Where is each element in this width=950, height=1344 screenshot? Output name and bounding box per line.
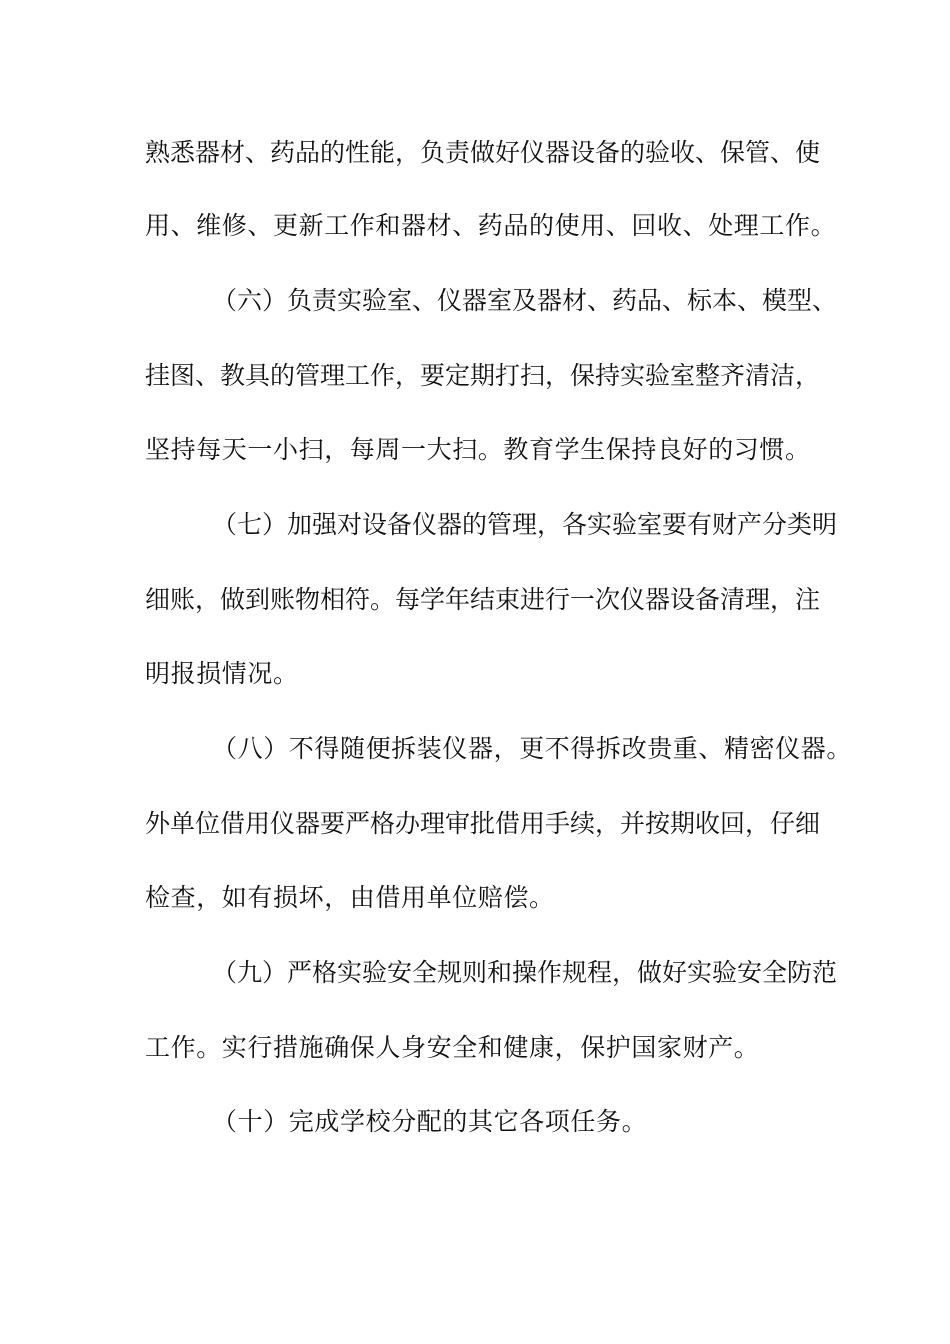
text-line: 坚持每天一小扫，每周一大扫。教育学生保持良好的习惯。 [145, 435, 811, 464]
text-line: 挂图、教具的管理工作，要定期打扫，保持实验室整齐清洁， [145, 361, 821, 390]
text-line: 外单位借用仪器要严格办理审批借用手续，并按期收回，仔细 [145, 809, 821, 838]
text-line: 明报损情况。 [145, 659, 299, 688]
text-line: 用、维修、更新工作和器材、药品的使用、回收、处理工作。 [145, 211, 837, 240]
paragraph-eight-start: （八）不得随便拆装仪器，更不得拆改贵重、精密仪器。 [212, 734, 853, 763]
paragraph-seven-start: （七）加强对设备仪器的管理，各实验室要有财产分类明 [212, 510, 838, 539]
text-line: 熟悉器材、药品的性能，负责做好仪器设备的验收、保管、使 [145, 138, 821, 167]
text-line: 细账，做到账物相符。每学年结束进行一次仪器设备清理，注 [145, 585, 821, 614]
paragraph-six-start: （六）负责实验室、仪器室及器材、药品、标本、模型、 [212, 286, 838, 315]
text-line: 工作。实行措施确保人身安全和健康，保护国家财产。 [145, 1033, 760, 1062]
paragraph-nine-start: （九）严格实验安全规则和操作规程，做好实验安全防范 [212, 958, 838, 987]
text-line: 检查，如有损坏，由借用单位赔偿。 [145, 883, 555, 912]
paragraph-ten-start: （十）完成学校分配的其它各项任务。 [212, 1107, 648, 1136]
